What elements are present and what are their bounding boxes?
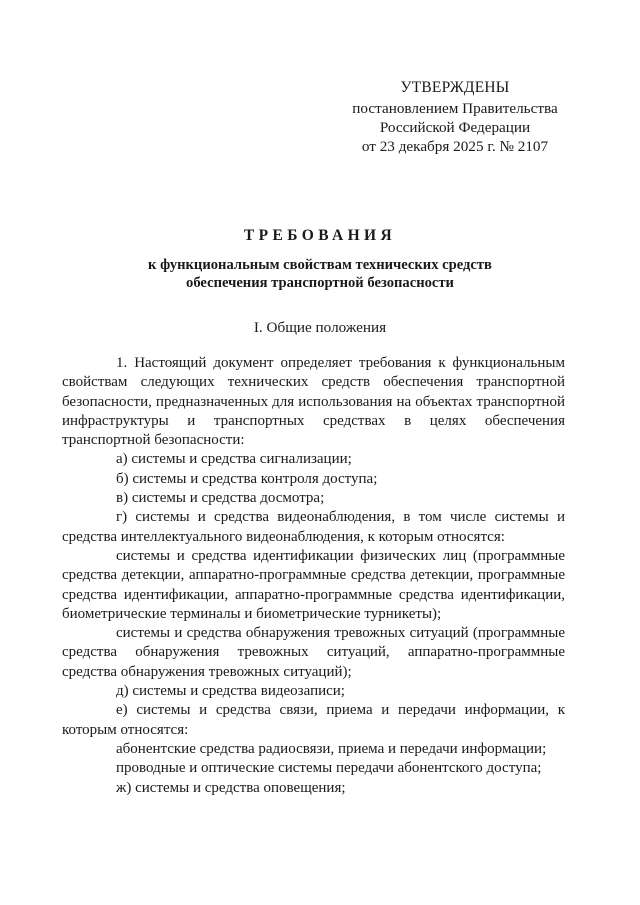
paragraph: ж) системы и средства оповещения; [116,779,346,796]
approval-line-3: от 23 декабря 2025 г. № 2107 [361,138,549,155]
document-title: ТРЕБОВАНИЯ [243,227,397,244]
paragraph: проводные и оптические системы передачи абонентского доступа; [116,760,542,777]
document-title-block [60,226,580,292]
paragraph: б) системы и средства контроля доступа; [116,470,378,487]
paragraph: а) системы и средства сигнализации; [116,451,352,468]
approval-line-1: постановлением Правительства [352,100,558,117]
approval-heading: УТВЕРЖДЕНЫ [400,79,510,96]
approval-stamp [340,78,570,156]
paragraph: системы и средства обнаружения тревожных ситуаций (программные средства обнаружения тревожных ситуаций, аппаратно-программные средства обнаружения тревожных ситуаций); [62,625,565,680]
subtitle-line-1: к функциональным свойствам технических средств [148,257,492,273]
paragraph: д) системы и средства видеозаписи; [116,683,345,700]
paragraph: системы и средства идентификации физических лиц (программные средства детекции, аппаратно-программные средства детекции, программные средства идентификации, аппаратно-программные средства идентификации, биометрические терминалы и биометрические турникеты); [62,547,565,622]
document-subtitle [60,256,580,292]
paragraph: 1. Настоящий документ определяет требования к функциональным свойствам следующих технических средств обеспечения транспортной безопасности, предназначенных для использования на объектах транспортной инфраструктуры и транспортных средствах в целях обеспечения транспортной безопасности: [62,355,565,449]
document-body [62,354,565,798]
paragraph: г) системы и средства видеонаблюдения, в том числе системы и средства интеллектуального видеонаблюдения, к которым относятся: [62,509,565,545]
paragraph: в) системы и средства досмотра; [116,490,325,507]
paragraph: абонентские средства радиосвязи, приема и передачи информации; [116,740,547,757]
approval-line-2: Российской Федерации [379,119,531,136]
section-heading: I. Общие положения [253,319,387,336]
subtitle-line-2: обеспечения транспортной безопасности [186,275,454,291]
paragraph: е) системы и средства связи, приема и передачи информации, к которым относятся: [62,702,565,738]
